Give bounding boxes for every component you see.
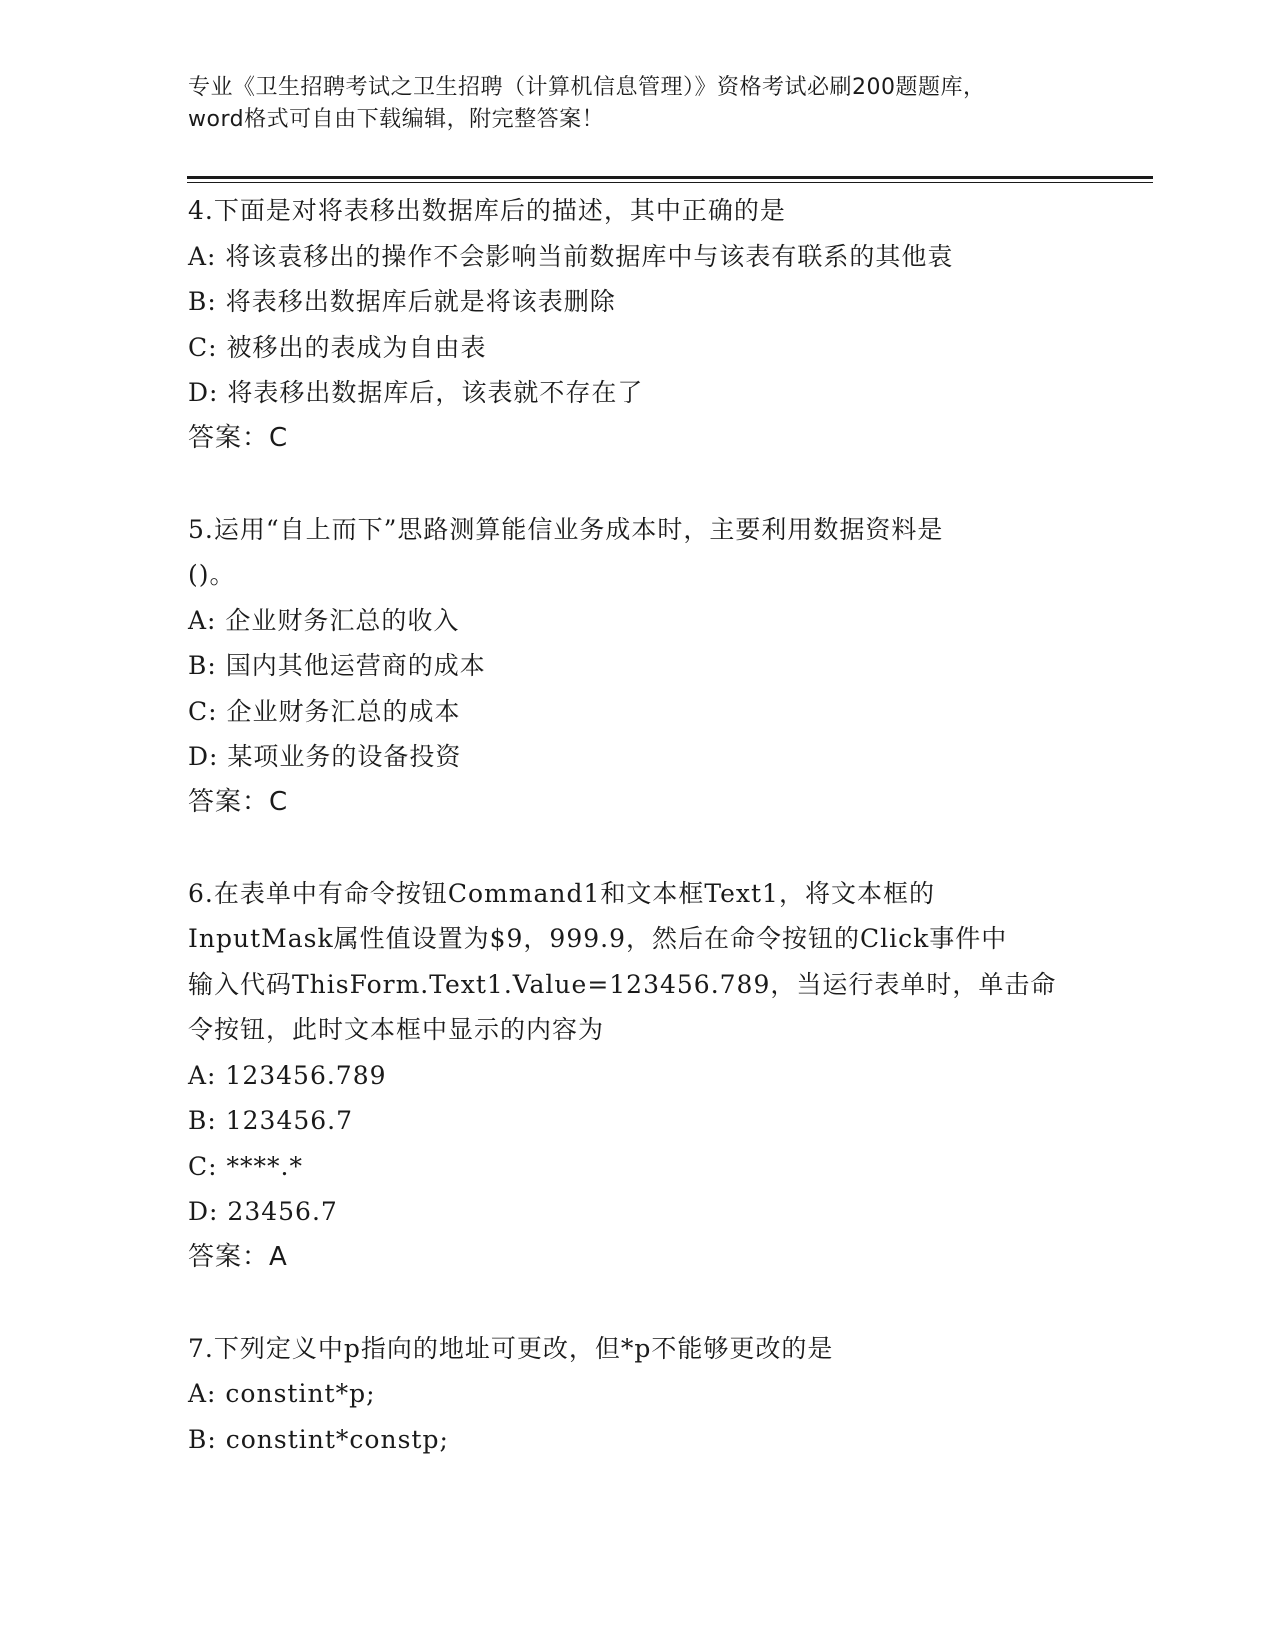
option-a: A: constint*p; xyxy=(188,1379,376,1408)
header-divider-thin xyxy=(187,182,1153,183)
question-6 xyxy=(188,871,1088,1281)
answer-label: 答案：C xyxy=(188,786,289,817)
spacer xyxy=(188,1280,1088,1326)
option-d: D: 将表移出数据库后，该表就不存在了 xyxy=(188,378,644,407)
header-line-1: 专业《卫生招聘考试之卫生招聘（计算机信息管理）》资格考试必刷200题题库， xyxy=(188,75,986,100)
question-stem: 6.在表单中有命令按钮Command1和文本框Text1，将文本框的 xyxy=(188,878,935,908)
question-stem: InputMask属性值设置为$9，999.9，然后在命令按钮的Click事件中 xyxy=(188,924,1008,953)
question-7 xyxy=(188,1326,1088,1463)
answer-label: 答案：A xyxy=(188,1241,288,1272)
option-d: D: 23456.7 xyxy=(188,1197,338,1226)
question-5 xyxy=(188,507,1088,826)
question-stem: 7.下列定义中p指向的地址可更改，但*p不能够更改的是 xyxy=(188,1333,834,1363)
header-divider-thick xyxy=(187,176,1153,179)
option-c: C: 被移出的表成为自由表 xyxy=(188,332,487,362)
question-list xyxy=(188,188,1088,1462)
spacer xyxy=(188,461,1088,507)
header-line-2: word格式可自由下载编辑，附完整答案！ xyxy=(188,107,605,132)
option-a: A: 将该袁移出的操作不会影响当前数据库中与该表有联系的其他袁 xyxy=(188,241,954,271)
option-b: B: 将表移出数据库后就是将该表删除 xyxy=(188,287,616,316)
option-d: D: 某项业务的设备投资 xyxy=(188,742,462,771)
option-c: C: ****.* xyxy=(188,1151,303,1181)
option-b: B: 123456.7 xyxy=(188,1106,354,1135)
question-stem: ()。 xyxy=(188,560,236,589)
question-stem: 5.运用“自上而下”思路测算能信业务成本时，主要利用数据资料是 xyxy=(188,514,944,544)
question-stem: 令按钮，此时文本框中显示的内容为 xyxy=(188,1015,605,1044)
question-stem: 输入代码ThisForm.Text1.Value=123456.789，当运行表单时，单击命 xyxy=(188,969,1057,999)
document-header xyxy=(188,72,1088,136)
option-a: A: 企业财务汇总的收入 xyxy=(188,605,460,635)
option-b: B: 国内其他运营商的成本 xyxy=(188,651,486,680)
question-4 xyxy=(188,188,1088,461)
spacer xyxy=(188,825,1088,871)
option-b: B: constint*constp; xyxy=(188,1424,449,1454)
question-stem: 4.下面是对将表移出数据库后的描述，其中正确的是 xyxy=(188,196,786,225)
option-a: A: 123456.789 xyxy=(188,1060,387,1090)
answer-label: 答案：C xyxy=(188,422,289,453)
option-c: C: 企业财务汇总的成本 xyxy=(188,696,461,726)
